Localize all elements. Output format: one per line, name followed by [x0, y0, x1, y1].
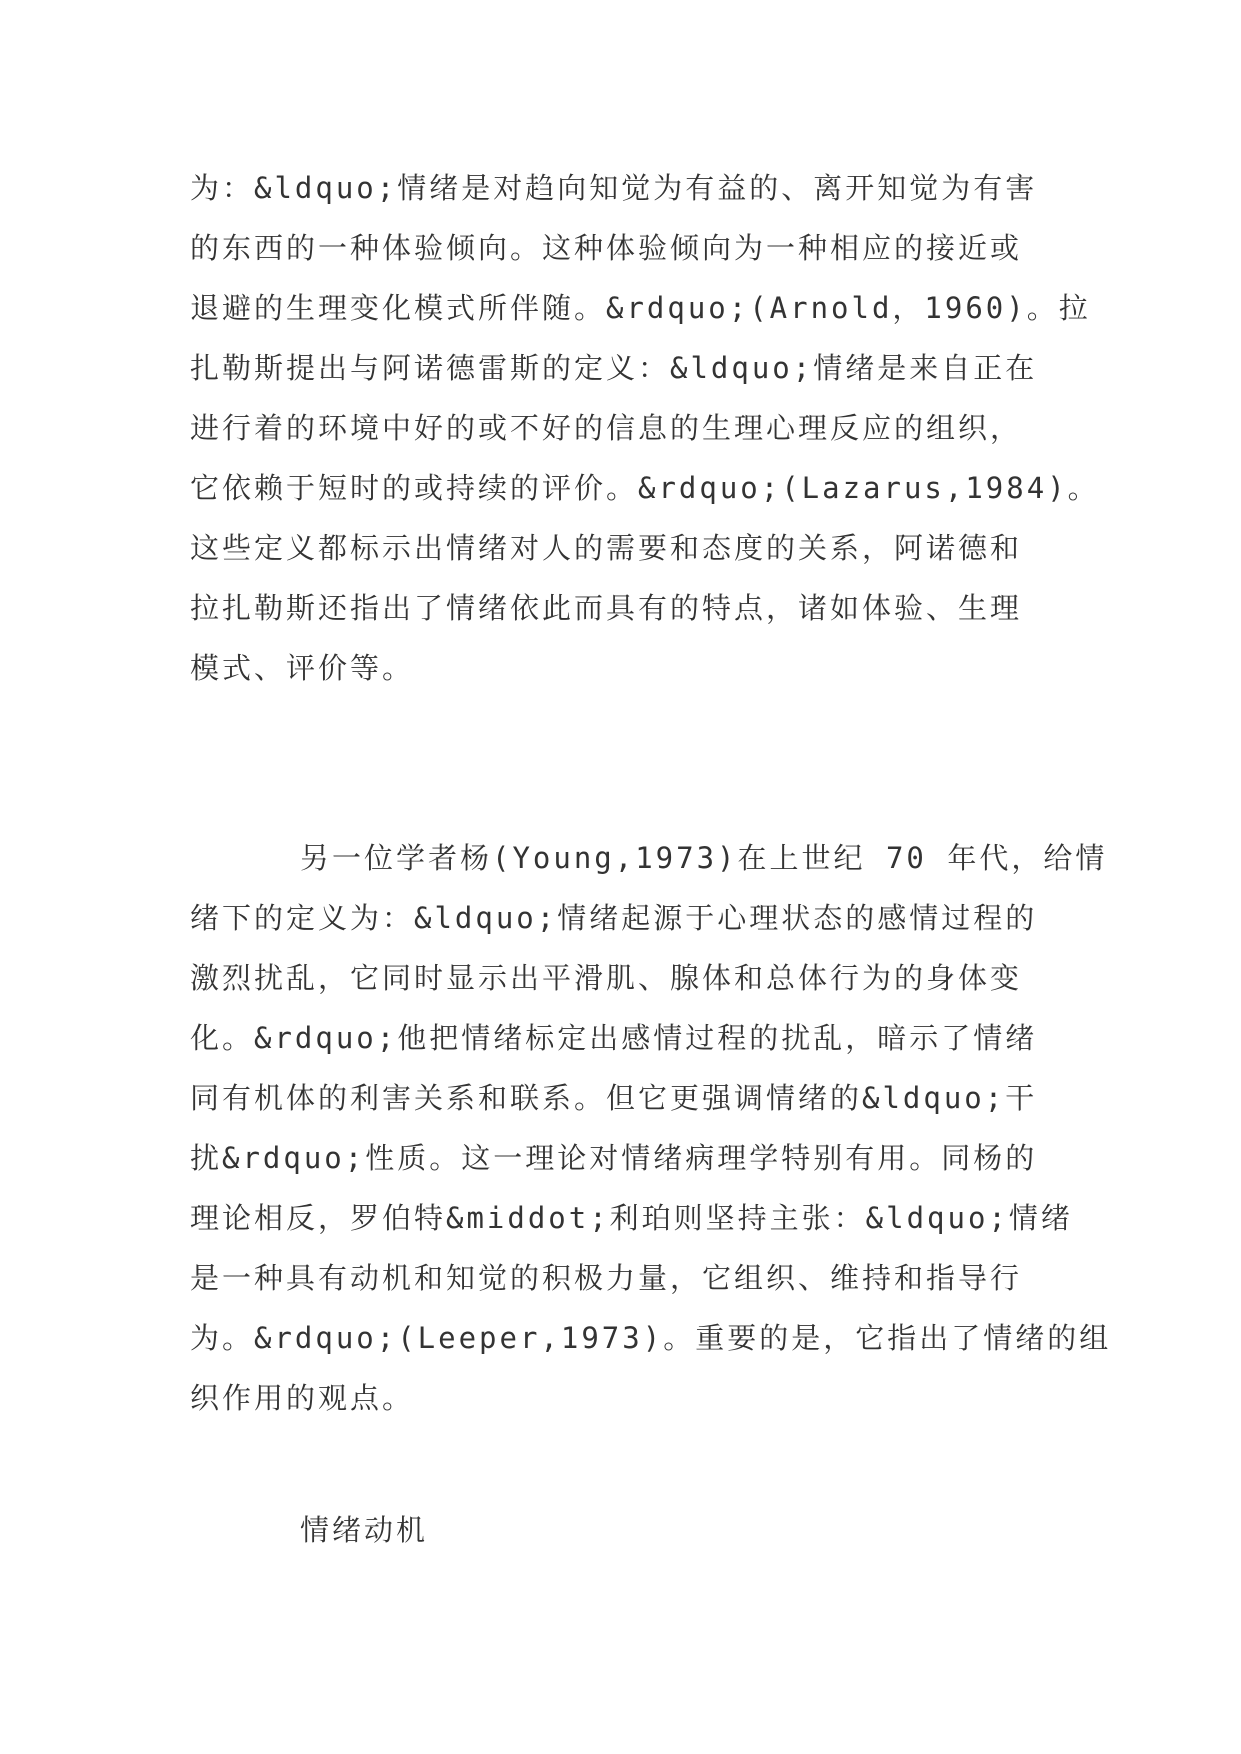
text-line: 为：&ldquo;情绪是对趋向知觉为有益的、离开知觉为有害: [190, 171, 1038, 205]
section-heading: [190, 1500, 1060, 1560]
text-line: 拉扎勒斯还指出了情绪依此而具有的特点，诸如体验、生理: [190, 591, 1023, 625]
heading-text: 情绪动机: [300, 1513, 429, 1547]
text-line: 它依赖于短时的或持续的评价。&rdquo;(Lazarus,1984)。: [190, 471, 1100, 505]
text-line: 模式、评价等。: [190, 651, 415, 685]
text-line: 激烈扰乱，它同时显示出平滑肌、腺体和总体行为的身体变: [190, 961, 1023, 995]
text-line: 进行着的环境中好的或不好的信息的生理心理反应的组织，: [190, 411, 1023, 445]
paragraph-emotion-definitions: [190, 158, 1100, 698]
text-line: 化。&rdquo;他把情绪标定出感情过程的扰乱，暗示了情绪: [190, 1021, 1038, 1055]
text-line: 这些定义都标示出情绪对人的需要和态度的关系，阿诺德和: [190, 531, 1023, 565]
text-line: 织作用的观点。: [190, 1381, 415, 1415]
text-line: 同有机体的利害关系和联系。但它更强调情绪的&ldquo;干: [190, 1081, 1038, 1115]
text-line: 为。&rdquo;(Leeper,1973)。重要的是，它指出了情绪的组: [190, 1321, 1112, 1355]
text-line-indented: 另一位学者杨(Young,1973)在上世纪 70 年代，给情: [300, 841, 1108, 875]
text-line: 退避的生理变化模式所伴随。&rdquo;(Arnold，1960)。拉: [190, 291, 1091, 325]
paragraph-young-definition: [190, 828, 1112, 1428]
text-line: 是一种具有动机和知觉的积极力量，它组织、维持和指导行: [190, 1261, 1023, 1295]
text-line: 理论相反，罗伯特&middot;利珀则坚持主张：&ldquo;情绪: [190, 1201, 1073, 1235]
text-line: 扎勒斯提出与阿诺德雷斯的定义：&ldquo;情绪是来自正在: [190, 351, 1038, 385]
text-line: 扰&rdquo;性质。这一理论对情绪病理学特别有用。同杨的: [190, 1141, 1038, 1175]
text-line: 的东西的一种体验倾向。这种体验倾向为一种相应的接近或: [190, 231, 1023, 265]
text-line: 绪下的定义为：&ldquo;情绪起源于心理状态的感情过程的: [190, 901, 1038, 935]
